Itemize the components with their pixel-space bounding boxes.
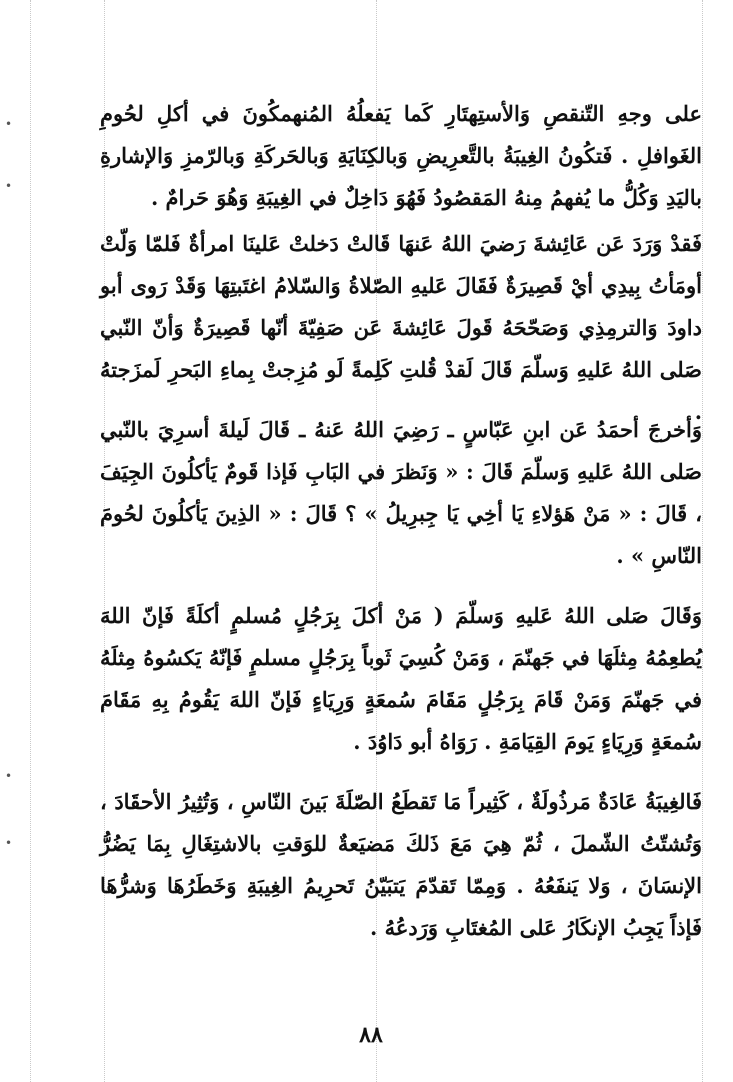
guide-line: [702, 0, 703, 1082]
page-number: ٨٨: [359, 1022, 383, 1048]
paragraph-3: وَأخرجَ أحمَدُ عَن ابنِ عَبّاسٍ ـ رَضِيَ اللهُ عَنهُ ـ قَالَ لَيلةَ أسرِيَ بالنّبي صَلى اللهُ عَليهِ وَسلّمَ قَالَ : « وَنَظرَ في البَابِ فَإذا قَومٌ يَأكلُونَ الجِيَفَ ، قَالَ : « مَنْ هَؤلاءِ يَا أخِي يَا جِبرِيلُ » ؟ قَالَ : « الذِينَ يَأكلُونَ لحُومَ النّاسِ » .: [100, 417, 702, 568]
margin-mark: •: [5, 179, 13, 193]
guide-line: [30, 0, 31, 1082]
paragraph-2: فَقدْ وَرَدَ عَن عَائِشةَ رَضيَ اللهُ عَنهَا قَالتْ دَخلتْ عَلينَا امرأةٌ فَلمّا وَلّتْ أومَأتُ بِيدِي أيْ قَصِيرَةٌ فَقَالَ عَليهِ الصّلاةُ وَالسّلامُ اغتَبتِهَا وَقَدْ رَوى أبو داودَ وَالترمِذِي وَصَحّحَهُ قَولَ عَائِشةَ عَن صَفِيّةَ أنّها قَصِيرَةٌ وَأنّ النّبي صَلى اللهُ عَليهِ وَسلّمَ قَالَ لَقدْ قُلتِ كَلِمةً لَو مُزِجتْ بِماءِ البَحرِ لَمزَجتهُ .: [100, 231, 702, 424]
paragraph-1: على وجهِ التّنقصِ وَالأستِهتَارِ كَما يَفعلُهُ المُنهمكُونَ في أكلِ لحُومِ الغَوافلِ . فَتكُونُ الغِيبَةُ بالتَّعرِيضِ وَبالكِنَايَةِ وَبالحَركَةِ وَبالرّمزِ وَالإشارةِ باليَدِ وَكُلُّ ما يُفهمُ مِنهُ المَقصُودُ فَهُوَ دَاخِلٌ في الغِيبَةِ وَهُوَ حَرامٌ .: [100, 101, 702, 210]
paragraph-5: فَالغِيبَةُ عَادَةٌ مَرذُولَةٌ ، كَثِيراً مَا تَقطَعُ الصّلَةَ بَينَ النّاسِ ، وَتُثِيرُ الأحقَادَ ، وَتُشتّتُ الشّملَ ، ثُمّ هِيَ مَعَ ذَلكَ مَضيَعةٌ للوَقتِ بالاشتِغَالِ بِمَا يَضُرُّ الإنسَانَ ، وَلا يَنفَعُهُ . وَمِمّا تَقدّمَ يَتبَيّنُ تَحرِيمُ الغِيبَةِ وَخَطَرُهَا وَشرُّهَا فَإذاً يَجِبُ الإنكَارُ عَلى المُغتَابِ وَرَدعُهُ .: [100, 789, 702, 940]
margin-mark: •: [5, 117, 13, 131]
margin-mark: •: [5, 836, 13, 850]
paragraph-4: وَقَالَ صَلى اللهُ عَليهِ وَسلّمَ ( مَنْ أكلَ بِرَجُلٍ مُسلمٍ أكلَةً فَإنّ اللهَ يُطعِمُهُ مِثلَهَا في جَهنّمَ ، وَمَنْ كُسِيَ ثَوباً بِرَجُلٍ مسلمٍ فَإنّهُ يَكسُوهُ مِثلَهُ في جَهنّمَ وَمَنْ قَامَ بِرَجُلٍ مَقَامَ سُمعَةٍ وَرِيَاءٍ فَإنّ اللهَ يَقُومُ بِهِ مَقَامَ سُمعَةٍ وَرِيَاءٍ يَومَ القِيَامَةِ . رَوَاهُ أبو دَاوُدَ .: [100, 603, 702, 754]
margin-mark: •: [5, 769, 13, 783]
